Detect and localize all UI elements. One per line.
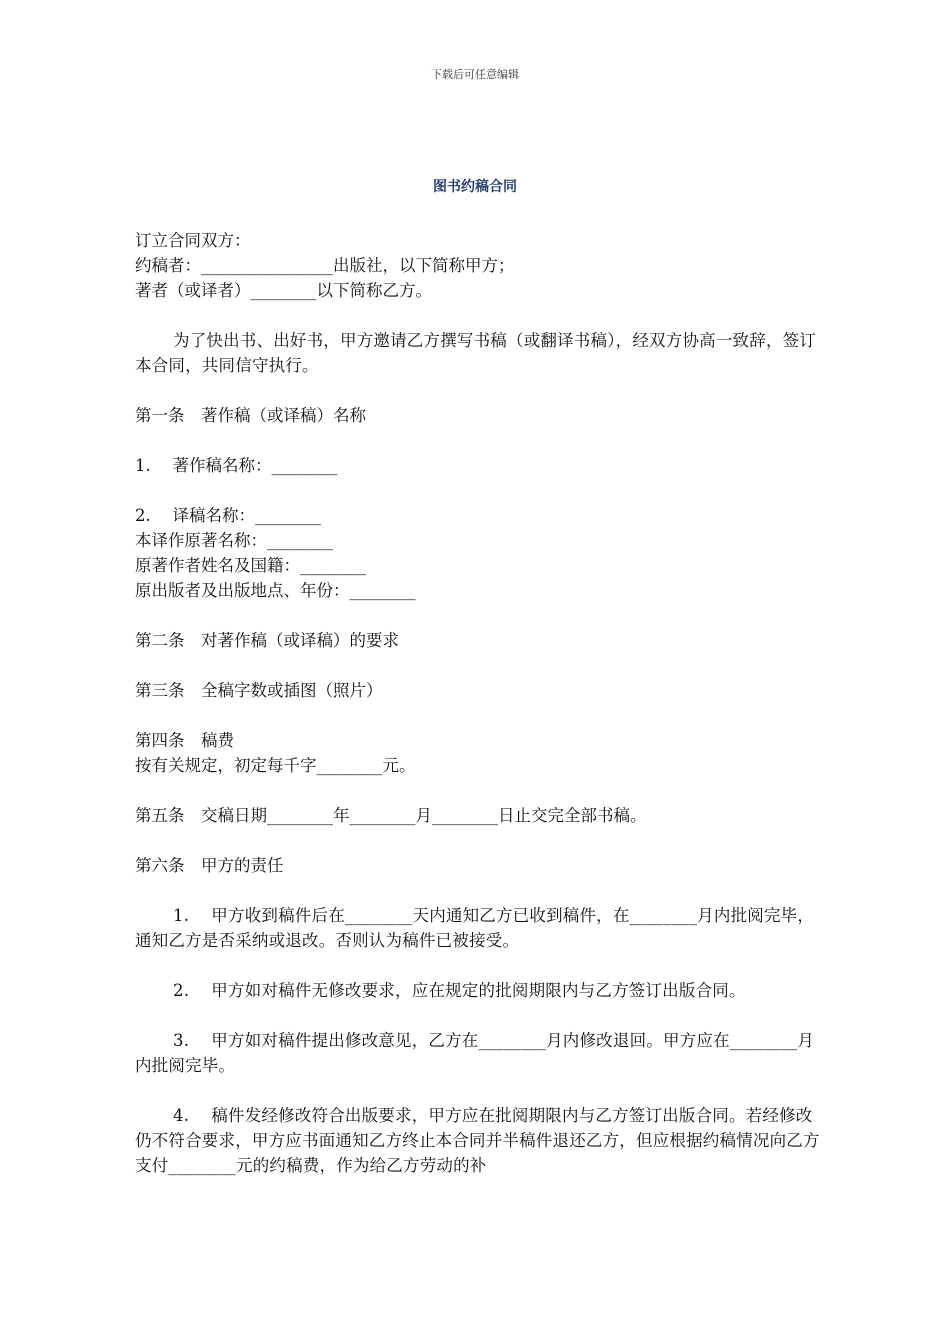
text-line: 2. 译稿名称：________ xyxy=(135,506,321,525)
paragraph-gap xyxy=(135,603,820,628)
paragraph: 为了快出书、出好书，甲方邀请乙方撰写书稿（或翻译书稿），经双方协高一致辞，签订本合同，共同信守执行。 xyxy=(135,331,817,375)
paragraph-gap xyxy=(135,778,820,803)
paragraph-gap xyxy=(135,653,820,678)
text-line: 第二条 对著作稿（或译稿）的要求 xyxy=(135,631,399,650)
text-line: 原出版者及出版地点、年份：________ xyxy=(135,581,416,600)
paragraph-gap xyxy=(135,878,820,903)
paragraph: 1. 甲方收到稿件后在________天内通知乙方已收到稿件，在________月内批阅完毕，通知乙方是否采纳或退改。否则认为稿件已被接受。 xyxy=(135,906,815,950)
page-title: 图书约稿合同 xyxy=(433,179,517,195)
paragraph: 2. 甲方如对稿件无修改要求，应在规定的批阅期限内与乙方签订出版合同。 xyxy=(173,981,746,1000)
text-line: 约稿者：________________出版社，以下简称甲方； xyxy=(135,256,515,275)
contract-body xyxy=(135,228,820,1178)
text-line: 订立合同双方： xyxy=(135,231,251,250)
paragraph-gap xyxy=(135,478,820,503)
text-line: 第五条 交稿日期________年________月________日止交完全部书稿。 xyxy=(135,806,647,825)
paragraph-gap xyxy=(135,828,820,853)
paragraph-gap xyxy=(135,1003,820,1028)
text-line: 著者（或译者）________以下简称乙方。 xyxy=(135,281,432,300)
paragraph: 3. 甲方如对稿件提出修改意见，乙方在________月内修改退回。甲方应在________月内批阅完毕。 xyxy=(135,1031,815,1075)
header-note: 下载后可任意编辑 xyxy=(431,68,519,81)
text-line: 第六条 甲方的责任 xyxy=(135,856,284,875)
paragraph-gap xyxy=(135,1078,820,1103)
text-line: 本译作原著名称：________ xyxy=(135,531,333,550)
paragraph-gap xyxy=(135,428,820,453)
text-line: 原著作者姓名及国籍：________ xyxy=(135,556,366,575)
text-line: 按有关规定，初定每千字________元。 xyxy=(135,756,416,775)
paragraph-gap xyxy=(135,303,820,328)
text-line: 1. 著作稿名称：________ xyxy=(135,456,338,475)
paragraph-gap xyxy=(135,953,820,978)
paragraph: 4. 稿件发经修改符合出版要求，甲方应在批阅期限内与乙方签订出版合同。若经修改仍不符合要求，甲方应书面通知乙方终止本合同并半稿件退还乙方，但应根据约稿情况向乙方支付________元的约稿费，作为给乙方劳动的补 xyxy=(135,1106,820,1175)
text-line: 第四条 稿费 xyxy=(135,731,234,750)
paragraph-gap xyxy=(135,703,820,728)
paragraph-gap xyxy=(135,378,820,403)
text-line: 第一条 著作稿（或译稿）名称 xyxy=(135,406,366,425)
text-line: 第三条 全稿字数或插图（照片） xyxy=(135,681,383,700)
